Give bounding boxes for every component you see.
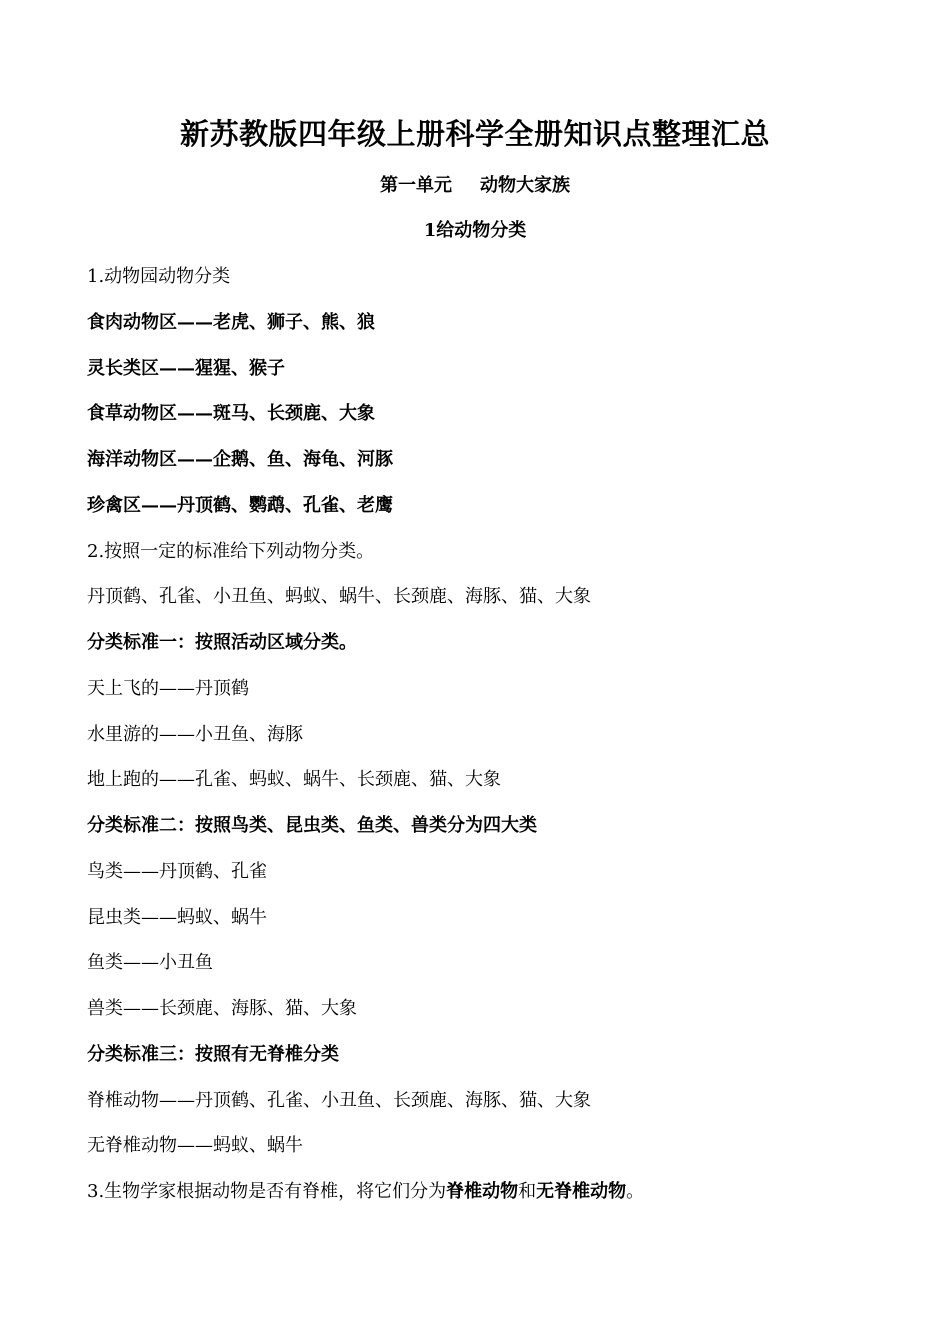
content-line: 地上跑的——孔雀、蚂蚁、蜗牛、长颈鹿、猫、大象 xyxy=(87,769,501,791)
document-title: 新苏教版四年级上册科学全册知识点整理汇总 xyxy=(179,117,770,151)
summary-prefix: 3.生物学家根据动物是否有脊椎，将它们分为 xyxy=(87,1181,447,1202)
content-line-summary xyxy=(87,1177,887,1223)
content-line: 食草动物区——斑马、长颈鹿、大象 xyxy=(87,403,375,425)
content-line: 兽类——长颈鹿、海豚、猫、大象 xyxy=(87,998,357,1019)
content-line: 食肉动物区——老虎、狮子、熊、狼 xyxy=(87,311,375,333)
content-line: 分类标准一：按照活动区域分类。 xyxy=(87,632,357,653)
unit-heading xyxy=(0,171,950,201)
content-line: 2.按照一定的标准给下列动物分类。 xyxy=(87,540,375,562)
summary-suffix: 。 xyxy=(626,1181,645,1202)
content-line: 分类标准二：按照鸟类、昆虫类、鱼类、兽类分为四大类 xyxy=(87,815,537,836)
content-line: 昆虫类——蚂蚁、蜗牛 xyxy=(87,906,267,928)
content-line: 灵长类区——猩猩、猴子 xyxy=(87,357,285,379)
summary-term-invertebrate: 无脊椎动物 xyxy=(536,1181,627,1202)
content-line: 丹顶鹤、孔雀、小丑鱼、蚂蚁、蜗牛、长颈鹿、海豚、猫、大象 xyxy=(87,586,591,608)
summary-middle: 和 xyxy=(518,1181,537,1202)
summary-term-vertebrate: 脊椎动物 xyxy=(446,1181,519,1202)
content-line: 无脊椎动物——蚂蚁、蜗牛 xyxy=(87,1135,303,1157)
content-line: 海洋动物区——企鹅、鱼、海龟、河豚 xyxy=(87,449,393,470)
content-line: 天上飞的——丹顶鹤 xyxy=(87,677,249,699)
content-line: 鸟类——丹顶鹤、孔雀 xyxy=(87,860,267,882)
content-line: 水里游的——小丑鱼、海豚 xyxy=(87,723,303,745)
content-line: 1.动物园动物分类 xyxy=(87,266,231,287)
content-line: 珍禽区——丹顶鹤、鹦鹉、孔雀、老鹰 xyxy=(87,494,393,516)
unit-name: 动物大家族 xyxy=(480,175,570,196)
content-line: 鱼类——小丑鱼 xyxy=(87,952,213,974)
content-line: 脊椎动物——丹顶鹤、孔雀、小丑鱼、长颈鹿、海豚、猫、大象 xyxy=(87,1089,591,1111)
lesson-heading: 1给动物分类 xyxy=(423,220,527,241)
content-lines xyxy=(87,262,887,1223)
unit-number: 第一单元 xyxy=(380,175,452,196)
content-line: 分类标准三：按照有无脊椎分类 xyxy=(87,1043,339,1065)
